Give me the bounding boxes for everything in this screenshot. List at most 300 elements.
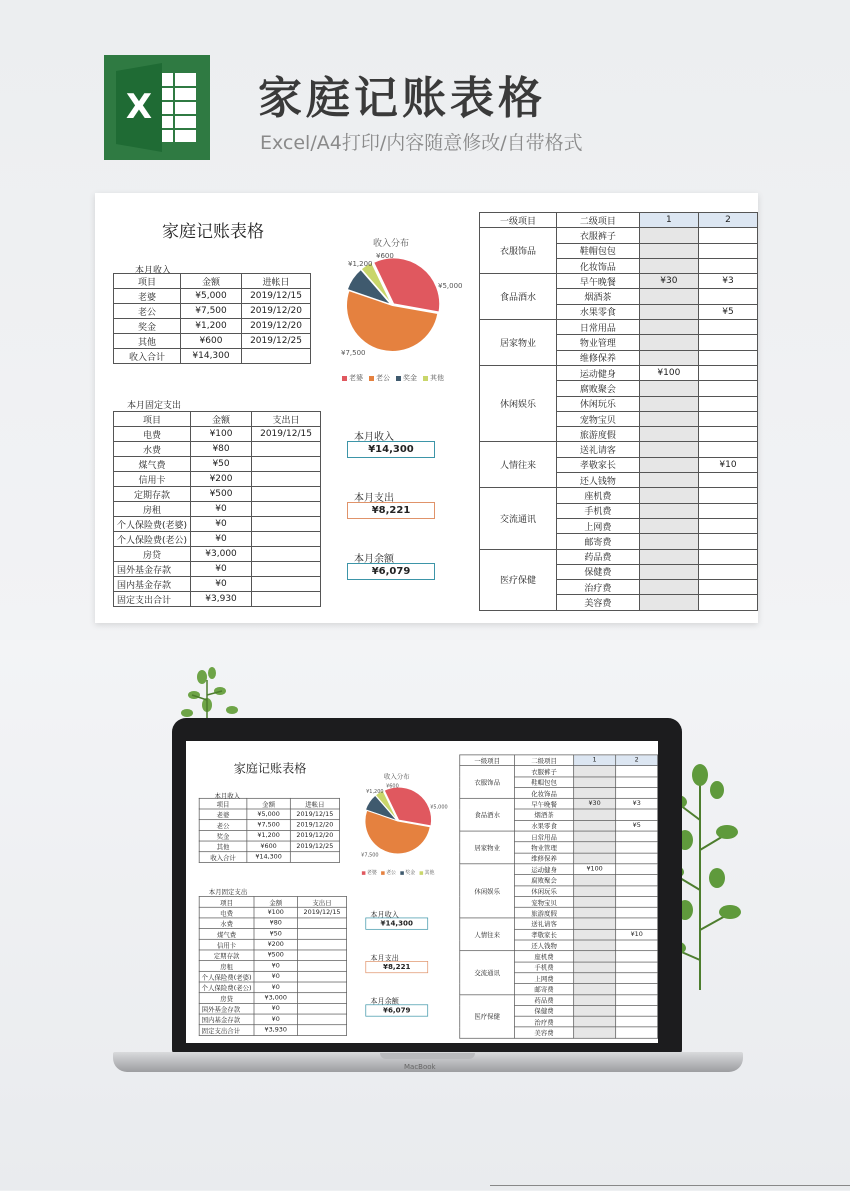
value-cell <box>616 777 658 788</box>
table-cell: 房租 <box>199 961 254 972</box>
table-cell: ¥0 <box>191 532 252 547</box>
value-cell <box>574 951 616 962</box>
header-cell: 二级项目 <box>557 213 640 228</box>
table-cell: 2019/12/20 <box>242 319 311 334</box>
value-cell <box>616 907 658 918</box>
value-cell <box>639 457 698 472</box>
header-cell: 项目 <box>199 798 247 809</box>
table-row <box>114 319 311 334</box>
value-cell: ¥10 <box>616 929 658 940</box>
table-cell: 电费 <box>199 907 254 918</box>
value-cell <box>699 549 758 564</box>
subcategory-cell: 腐败聚会 <box>515 875 574 886</box>
table-cell: 国内基金存款 <box>199 1014 254 1025</box>
category-cell: 衣服饰品 <box>480 228 557 274</box>
subcategory-cell: 治疗费 <box>557 580 640 595</box>
header-cell: 进帐日 <box>242 274 311 289</box>
table-header-row <box>199 798 339 809</box>
table-cell: ¥14,300 <box>181 349 242 364</box>
table-cell: 其他 <box>114 334 181 349</box>
value-cell <box>699 320 758 335</box>
value-cell <box>574 886 616 897</box>
table-cell <box>297 971 346 982</box>
subcategory-cell: 日常用品 <box>515 831 574 842</box>
subcategory-cell: 送礼请客 <box>557 442 640 457</box>
pie-chart-title: 收入分布 <box>383 773 410 781</box>
value-cell <box>616 1027 658 1038</box>
value-cell <box>616 886 658 897</box>
laptop-notch <box>380 1053 475 1059</box>
table-cell: ¥0 <box>254 982 297 993</box>
value-cell <box>574 918 616 929</box>
category-cell: 医疗保健 <box>460 994 515 1038</box>
table-row <box>480 228 758 243</box>
table-row <box>199 852 339 863</box>
table-cell: 固定支出合计 <box>114 592 191 607</box>
subcategory-cell: 座机费 <box>515 951 574 962</box>
category-cell: 人情往来 <box>480 442 557 488</box>
table-cell: 信用卡 <box>199 939 254 950</box>
table-cell <box>297 939 346 950</box>
table-cell: 国外基金存款 <box>114 562 191 577</box>
category-cell: 交流通讯 <box>480 488 557 549</box>
table-cell: 国外基金存款 <box>199 1003 254 1014</box>
table-cell: 信用卡 <box>114 472 191 487</box>
subcategory-cell: 衣服裤子 <box>557 228 640 243</box>
table-cell <box>297 1014 346 1025</box>
table-row <box>114 502 321 517</box>
table-cell <box>252 457 321 472</box>
value-cell <box>699 335 758 350</box>
subcategory-cell: 鞋帽包包 <box>515 777 574 788</box>
table-cell: ¥5,000 <box>247 809 290 820</box>
value-cell <box>639 243 698 258</box>
value-cell <box>639 335 698 350</box>
bottom-divider <box>490 1185 850 1191</box>
value-cell <box>699 518 758 533</box>
value-cell <box>616 842 658 853</box>
pie-label: ¥5,000 <box>430 804 448 811</box>
svg-text:X: X <box>125 87 153 127</box>
table-row <box>199 841 339 852</box>
table-row <box>199 1003 346 1014</box>
value-cell <box>574 984 616 995</box>
subcategory-cell: 早午晚餐 <box>557 274 640 289</box>
table-cell <box>252 592 321 607</box>
value-cell <box>699 427 758 442</box>
subcategory-cell: 药品费 <box>515 994 574 1005</box>
fixed-expense-section-label: 本月固定支出 <box>127 401 182 411</box>
subcategory-cell: 烟酒茶 <box>515 809 574 820</box>
value-cell <box>574 853 616 864</box>
table-cell: 个人保险费(老公) <box>199 982 254 993</box>
value-cell <box>616 973 658 984</box>
table-row <box>480 274 758 289</box>
subcategory-cell: 手机费 <box>557 503 640 518</box>
header-cell: 项目 <box>199 897 254 908</box>
value-cell: ¥10 <box>699 457 758 472</box>
header-cell: 项目 <box>114 412 191 427</box>
legend-item: 老公 <box>369 373 390 383</box>
table-row <box>199 918 346 929</box>
subcategory-cell: 美容费 <box>557 595 640 610</box>
value-cell <box>639 549 698 564</box>
table-cell: 收入合计 <box>199 852 247 863</box>
subcategory-cell: 药品费 <box>557 549 640 564</box>
subcategory-cell: 旅游度假 <box>515 907 574 918</box>
header-cell: 金额 <box>181 274 242 289</box>
value-cell: ¥3 <box>616 798 658 809</box>
pie-label: ¥7,500 <box>341 349 366 357</box>
pie-label: ¥600 <box>376 252 394 260</box>
table-cell: ¥0 <box>191 517 252 532</box>
table-cell: ¥3,000 <box>254 993 297 1004</box>
table-cell <box>297 993 346 1004</box>
sheet-title: 家庭记账表格 <box>233 761 307 776</box>
table-cell: 老婆 <box>199 809 247 820</box>
value-cell <box>699 243 758 258</box>
table-cell: ¥80 <box>254 918 297 929</box>
value-cell <box>616 864 658 875</box>
value-cell <box>639 503 698 518</box>
value-cell <box>574 1027 616 1038</box>
value-cell <box>639 381 698 396</box>
value-cell <box>639 595 698 610</box>
table-row <box>199 950 346 961</box>
value-cell <box>639 396 698 411</box>
value-cell <box>616 875 658 886</box>
category-cell: 衣服饰品 <box>460 766 515 799</box>
table-row <box>114 457 321 472</box>
table-cell: ¥80 <box>191 442 252 457</box>
value-cell <box>574 766 616 777</box>
value-cell <box>616 994 658 1005</box>
legend-item: 老婆 <box>342 373 363 383</box>
subcategory-cell: 还人钱物 <box>515 940 574 951</box>
table-cell <box>290 852 339 863</box>
subcategory-cell: 日常用品 <box>557 320 640 335</box>
subcategory-cell: 孝敬家长 <box>515 929 574 940</box>
value-cell <box>616 766 658 777</box>
subcategory-cell: 保健费 <box>515 1005 574 1016</box>
subcategory-cell: 早午晚餐 <box>515 798 574 809</box>
value-cell <box>699 350 758 365</box>
table-cell: ¥50 <box>191 457 252 472</box>
table-cell: 老婆 <box>114 289 181 304</box>
subcategory-cell: 邮寄费 <box>515 984 574 995</box>
value-cell <box>639 534 698 549</box>
subcategory-cell: 运动健身 <box>515 864 574 875</box>
subcategory-cell: 物业管理 <box>557 335 640 350</box>
value-cell <box>699 411 758 426</box>
table-header-row <box>199 897 346 908</box>
page-subtitle: Excel/A4打印/内容随意修改/自带格式 <box>260 132 583 154</box>
table-cell: 奖金 <box>199 830 247 841</box>
table-header-row <box>480 213 758 228</box>
table-cell: ¥3,930 <box>191 592 252 607</box>
table-cell <box>252 472 321 487</box>
table-cell: ¥0 <box>254 961 297 972</box>
table-cell: 煤气费 <box>114 457 191 472</box>
header-cell: 进帐日 <box>290 798 339 809</box>
category-cell: 医疗保健 <box>480 549 557 610</box>
monthly-balance-value: ¥6,079 <box>365 1004 428 1016</box>
table-cell: ¥1,200 <box>181 319 242 334</box>
table-row <box>114 577 321 592</box>
subcategory-cell: 腐败聚会 <box>557 381 640 396</box>
monthly-expense-label: 本月支出 <box>354 493 394 504</box>
table-row <box>199 907 346 918</box>
table-row <box>114 472 321 487</box>
table-header-row <box>114 274 311 289</box>
table-row <box>199 929 346 940</box>
income-pie-chart <box>340 253 445 358</box>
table-row <box>199 939 346 950</box>
subcategory-cell: 烟酒茶 <box>557 289 640 304</box>
subcategory-cell: 运动健身 <box>557 365 640 380</box>
value-cell <box>699 564 758 579</box>
table-row <box>114 334 311 349</box>
value-cell <box>639 320 698 335</box>
pie-label: ¥600 <box>386 783 399 789</box>
laptop-brand: MacBook <box>404 1063 436 1071</box>
table-cell: ¥50 <box>254 929 297 940</box>
value-cell <box>616 788 658 799</box>
subcategory-cell: 保健费 <box>557 564 640 579</box>
monthly-expense-value: ¥8,221 <box>365 961 428 973</box>
table-cell: ¥3,930 <box>254 1025 297 1036</box>
value-cell <box>616 940 658 951</box>
value-cell <box>616 962 658 973</box>
value-cell <box>639 442 698 457</box>
header-cell: 1 <box>574 755 616 766</box>
category-cell: 休闲娱乐 <box>480 365 557 441</box>
income-table <box>199 798 340 863</box>
table-cell: ¥500 <box>191 487 252 502</box>
table-header-row <box>114 412 321 427</box>
monthly-balance-label: 本月余额 <box>354 554 394 565</box>
subcategory-cell: 鞋帽包包 <box>557 243 640 258</box>
table-cell: 个人保险费(老婆) <box>199 971 254 982</box>
subcategory-cell: 孝敬家长 <box>557 457 640 472</box>
value-cell <box>616 831 658 842</box>
value-cell <box>639 350 698 365</box>
table-cell: ¥0 <box>254 971 297 982</box>
table-cell: 个人保险费(老公) <box>114 532 191 547</box>
table-row <box>460 766 658 777</box>
subcategory-cell: 衣服裤子 <box>515 766 574 777</box>
value-cell: ¥5 <box>699 304 758 319</box>
table-cell <box>297 961 346 972</box>
pie-legend <box>342 373 444 383</box>
value-cell <box>574 875 616 886</box>
table-cell <box>252 532 321 547</box>
table-cell: 房租 <box>114 502 191 517</box>
value-cell <box>616 984 658 995</box>
header-cell: 金额 <box>191 412 252 427</box>
value-cell <box>574 929 616 940</box>
table-row <box>114 592 321 607</box>
table-cell: ¥100 <box>191 427 252 442</box>
table-row <box>114 304 311 319</box>
subcategory-cell: 水果零食 <box>557 304 640 319</box>
table-cell <box>297 982 346 993</box>
page-title: 家庭记账表格 <box>258 73 546 124</box>
value-cell: ¥100 <box>574 864 616 875</box>
subcategory-cell: 水果零食 <box>515 820 574 831</box>
expense-detail-table <box>459 755 658 1039</box>
category-cell: 休闲娱乐 <box>460 864 515 918</box>
table-row <box>114 442 321 457</box>
table-cell <box>252 442 321 457</box>
value-cell <box>639 258 698 273</box>
value-cell <box>639 488 698 503</box>
value-cell: ¥3 <box>699 274 758 289</box>
value-cell <box>699 488 758 503</box>
value-cell <box>616 918 658 929</box>
legend-item: 奖金 <box>400 869 415 876</box>
subcategory-cell: 休闲玩乐 <box>515 886 574 897</box>
subcategory-cell: 还人钱物 <box>557 473 640 488</box>
table-cell: 电费 <box>114 427 191 442</box>
table-cell: 房贷 <box>114 547 191 562</box>
value-cell <box>639 518 698 533</box>
value-cell <box>699 228 758 243</box>
value-cell <box>699 396 758 411</box>
table-cell: 水费 <box>114 442 191 457</box>
value-cell <box>699 258 758 273</box>
table-row <box>114 547 321 562</box>
value-cell <box>574 820 616 831</box>
value-cell <box>639 564 698 579</box>
subcategory-cell: 座机费 <box>557 488 640 503</box>
table-row <box>480 365 758 380</box>
laptop-sheet-copy <box>186 741 658 1043</box>
table-cell: 国内基金存款 <box>114 577 191 592</box>
value-cell <box>574 809 616 820</box>
laptop-screen <box>186 741 658 1043</box>
table-cell: 奖金 <box>114 319 181 334</box>
value-cell <box>699 503 758 518</box>
spreadsheet-preview <box>95 193 758 623</box>
value-cell <box>639 289 698 304</box>
plant-left-icon <box>172 665 252 725</box>
table-cell <box>297 1003 346 1014</box>
value-cell <box>574 1016 616 1027</box>
table-cell: 水费 <box>199 918 254 929</box>
pie-legend <box>362 869 435 876</box>
value-cell <box>616 896 658 907</box>
table-cell <box>252 517 321 532</box>
value-cell <box>616 809 658 820</box>
subcategory-cell: 邮寄费 <box>557 534 640 549</box>
table-cell: 个人保险费(老婆) <box>114 517 191 532</box>
subcategory-cell: 休闲玩乐 <box>557 396 640 411</box>
monthly-income-value: ¥14,300 <box>365 918 428 930</box>
table-row <box>480 488 758 503</box>
table-row <box>199 820 339 831</box>
table-header-row <box>460 755 658 766</box>
table-cell <box>297 929 346 940</box>
table-cell: 房贷 <box>199 993 254 1004</box>
subcategory-cell: 宠物宝贝 <box>515 896 574 907</box>
header-cell: 金额 <box>254 897 297 908</box>
value-cell <box>574 1005 616 1016</box>
legend-item: 其他 <box>420 869 435 876</box>
monthly-balance-label: 本月余额 <box>370 998 399 1006</box>
subcategory-cell: 宠物宝贝 <box>557 411 640 426</box>
table-cell: ¥500 <box>254 950 297 961</box>
income-section-label: 本月收入 <box>214 792 241 801</box>
subcategory-cell: 美容费 <box>515 1027 574 1038</box>
monthly-income-value: ¥14,300 <box>347 441 435 458</box>
table-cell: ¥5,000 <box>181 289 242 304</box>
table-cell: 定期存款 <box>114 487 191 502</box>
value-cell <box>699 289 758 304</box>
value-cell <box>639 580 698 595</box>
table-cell: ¥0 <box>191 562 252 577</box>
table-cell: 2019/12/25 <box>290 841 339 852</box>
value-cell <box>699 381 758 396</box>
table-row <box>480 320 758 335</box>
sheet-title: 家庭记账表格 <box>162 222 264 242</box>
subcategory-cell: 维修保养 <box>515 853 574 864</box>
value-cell <box>574 831 616 842</box>
subcategory-cell: 治疗费 <box>515 1016 574 1027</box>
legend-item: 奖金 <box>396 373 417 383</box>
value-cell <box>574 907 616 918</box>
legend-item: 老婆 <box>362 869 377 876</box>
value-cell <box>639 427 698 442</box>
table-row <box>199 809 339 820</box>
value-cell <box>574 973 616 984</box>
subcategory-cell: 上网费 <box>557 518 640 533</box>
table-cell: ¥200 <box>191 472 252 487</box>
table-row <box>199 830 339 841</box>
table-row <box>114 562 321 577</box>
table-row <box>460 831 658 842</box>
table-cell: 定期存款 <box>199 950 254 961</box>
table-cell <box>252 562 321 577</box>
pie-chart-title: 收入分布 <box>373 239 410 249</box>
table-cell <box>252 487 321 502</box>
table-cell: 煤气费 <box>199 929 254 940</box>
value-cell <box>639 228 698 243</box>
value-cell <box>574 962 616 973</box>
value-cell <box>699 534 758 549</box>
table-row <box>114 349 311 364</box>
table-row <box>199 1014 346 1025</box>
table-cell: 收入合计 <box>114 349 181 364</box>
value-cell: ¥5 <box>616 820 658 831</box>
table-cell <box>252 547 321 562</box>
header-cell: 2 <box>616 755 658 766</box>
table-row <box>199 961 346 972</box>
subcategory-cell: 送礼请客 <box>515 918 574 929</box>
subcategory-cell: 旅游度假 <box>557 427 640 442</box>
table-cell: ¥1,200 <box>247 830 290 841</box>
category-cell: 人情往来 <box>460 918 515 951</box>
fixed-expense-table <box>113 411 321 607</box>
table-cell: 2019/12/15 <box>252 427 321 442</box>
table-row <box>114 289 311 304</box>
table-cell: 2019/12/25 <box>242 334 311 349</box>
table-cell: 老公 <box>114 304 181 319</box>
table-cell: 固定支出合计 <box>199 1025 254 1036</box>
value-cell <box>699 595 758 610</box>
table-row <box>199 993 346 1004</box>
table-row <box>199 971 346 982</box>
